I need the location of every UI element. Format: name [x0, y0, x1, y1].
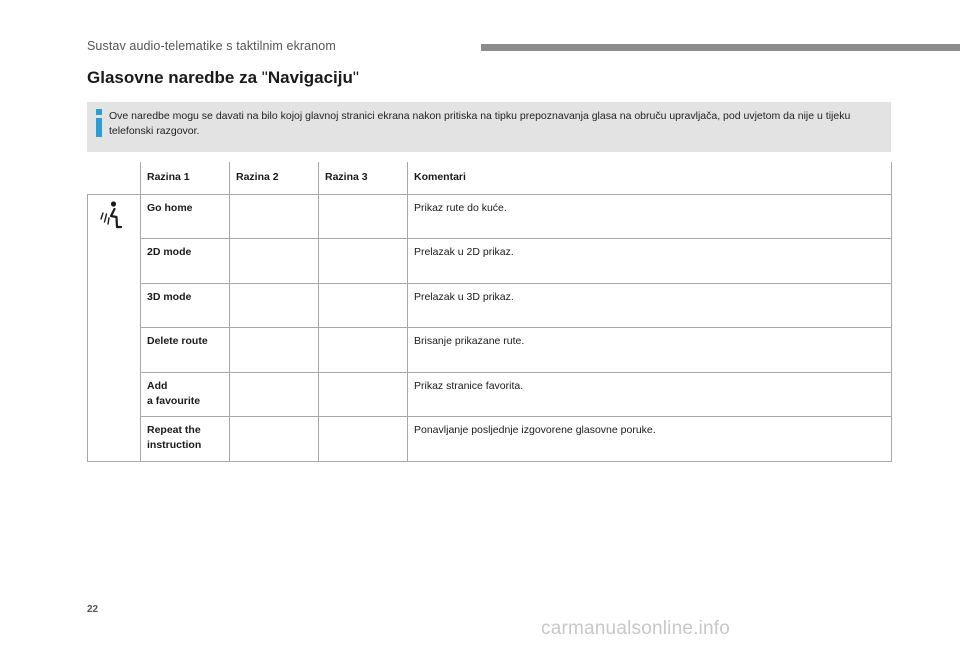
level3-cell — [319, 372, 408, 417]
header-rule — [481, 44, 960, 51]
table-header-row — [88, 162, 892, 194]
level2-cell — [230, 283, 319, 328]
table-row — [88, 328, 892, 373]
table-row — [88, 372, 892, 417]
level1-cell: 2D mode — [141, 239, 230, 284]
open-quote: " — [261, 68, 268, 87]
page-title — [87, 68, 359, 88]
info-icon — [94, 109, 104, 139]
comment-cell: Prelazak u 3D prikaz. — [408, 283, 892, 328]
table-row — [88, 239, 892, 284]
level2-cell — [230, 239, 319, 284]
header-level-3: Razina 3 — [319, 162, 408, 194]
level2-cell — [230, 372, 319, 417]
level2-cell — [230, 417, 319, 462]
header-blank-cell — [88, 162, 141, 194]
level1-cell: Add a favourite — [141, 372, 230, 417]
icon-cell — [88, 194, 141, 461]
close-quote: " — [352, 68, 359, 87]
table-row — [88, 194, 892, 239]
level1-cell: Go home — [141, 194, 230, 239]
comment-cell: Prelazak u 2D prikaz. — [408, 239, 892, 284]
info-text: Ove naredbe mogu se davati na bilo kojoj glavnoj stranici ekrana nakon pritiska na tipku prepoznavanja glasa na obruču upravljača, pod uvjetom da nije u tijeku telefonski razgovor. — [109, 110, 851, 137]
watermark-text: carmanualsonline.info — [541, 618, 731, 639]
level3-cell — [319, 417, 408, 462]
level3-cell — [319, 194, 408, 239]
header-level-2: Razina 2 — [230, 162, 319, 194]
page-title-term: Navigaciju — [267, 68, 353, 87]
level2-cell — [230, 194, 319, 239]
level2-cell — [230, 328, 319, 373]
table-row — [88, 417, 892, 462]
voice-commands-table — [87, 162, 892, 462]
page-title-main: Glasovne naredbe za — [87, 68, 262, 87]
table-row — [88, 283, 892, 328]
level1-cell: 3D mode — [141, 283, 230, 328]
comment-cell: Brisanje prikazane rute. — [408, 328, 892, 373]
level3-cell — [319, 283, 408, 328]
header-level-1: Razina 1 — [141, 162, 230, 194]
level1-cell: Delete route — [141, 328, 230, 373]
level3-cell — [319, 239, 408, 284]
comment-cell: Ponavljanje posljednje izgovorene glasovne poruke. — [408, 417, 892, 462]
running-header: Sustav audio-telematike s taktilnim ekranom — [87, 39, 336, 53]
level3-cell — [319, 328, 408, 373]
comment-cell: Prikaz rute do kuće. — [408, 194, 892, 239]
level1-cell: Repeat the instruction — [141, 417, 230, 462]
voice-command-icon — [98, 201, 124, 231]
info-note — [87, 102, 891, 152]
header-comments: Komentari — [408, 162, 892, 194]
comment-cell: Prikaz stranice favorita. — [408, 372, 892, 417]
page-number: 22 — [87, 604, 99, 615]
